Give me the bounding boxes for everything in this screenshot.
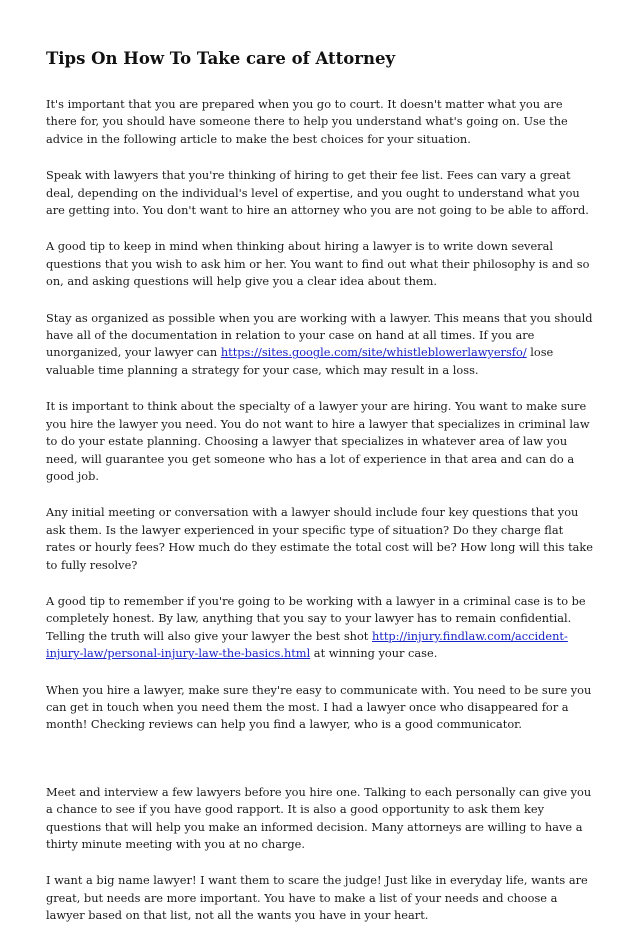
- paragraph-7: [46, 593, 594, 663]
- paragraph-2: Speak with lawyers that you're thinking of hiring to get their fee list. Fees can vary a great deal, depending on the individual's level of expertise, and you ought to understand what you are getting into. You don't want to hire an attorney who you are not going to be able to afford.: [46, 168, 589, 218]
- paragraph-10: I want a big name lawyer! I want them to scare the judge! Just like in everyday life, wants are great, but needs are more important. You have to make a list of your needs and choose a lawyer based on that list, not all the wants you have in your heart.: [46, 873, 588, 923]
- paragraph-3: A good tip to keep in mind when thinking about hiring a lawyer is to write down several questions that you wish to ask him or her. You want to find out what their philosophy is and so on, and asking questions will help give you a clear idea about them.: [46, 239, 590, 289]
- paragraph-1: It's important that you are prepared when you go to court. It doesn't matter what you are there for, you should have someone there to help you understand what's going on. Use the advice in the following article to make the best choices for your situation.: [46, 97, 568, 146]
- document-title: Tips On How To Take care of Attorney: [46, 49, 396, 68]
- paragraph-7-text-before: A good tip to remember if you're going to be working with a lawyer in a criminal case is to be completely honest. By law, anything that you say to your lawyer has to remain confidential. Telling the truth will also give your lawyer the best shot: [46, 593, 586, 643]
- whistleblower-lawyers-link[interactable]: https://sites.google.com/site/whistleblowerlawyersfo/: [220, 345, 527, 360]
- paragraph-5: It is important to think about the specialty of a lawyer your are hiring. You want to make sure you hire the lawyer you need. You do not want to hire a lawyer that specializes in criminal law to do your estate planning. Choosing a lawyer that specializes in whatever area of law you need, will guarantee you get someone who has a lot of experience in that area and can do a good job.: [46, 399, 590, 483]
- paragraph-9: Meet and interview a few lawyers before you hire one. Talking to each personally can give you a chance to see if you have good rapport. It is also a good opportunity to ask them key questions that will help you make an informed decision. Many attorneys are willing to have a thirty minute meeting with you at no charge.: [46, 784, 592, 851]
- paragraph-4: [46, 310, 594, 380]
- paragraph-8: When you hire a lawyer, make sure they're easy to communicate with. You need to be sure you can get in touch when you need them the most. I had a lawyer once who disappeared for a month! Checking reviews can help you find a lawyer, who is a good communicator.: [46, 682, 592, 732]
- paragraph-7-text-after: at winning your case.: [310, 646, 438, 661]
- paragraph-4-text-before: Stay as organized as possible when you are working with a lawyer. This means that you should have all of the documentation in relation to your case on hand at all times. If you are unorganized, your lawyer can: [46, 310, 593, 360]
- document-page: [46, 48, 594, 944]
- paragraph-6: Any initial meeting or conversation with a lawyer should include four key questions that you ask them. Is the lawyer experienced in your specific type of situation? Do they charge flat rates or hourly fees? How much do they estimate the total cost will be? How long will this take to fully resolve?: [46, 505, 594, 572]
- paragraph-4-text-after: lose valuable time planning a strategy for your case, which may result in a loss.: [46, 345, 554, 377]
- findlaw-injury-link[interactable]: http://injury.findlaw.com/accident-injury-law/personal-injury-law-the-basics.html: [46, 628, 568, 661]
